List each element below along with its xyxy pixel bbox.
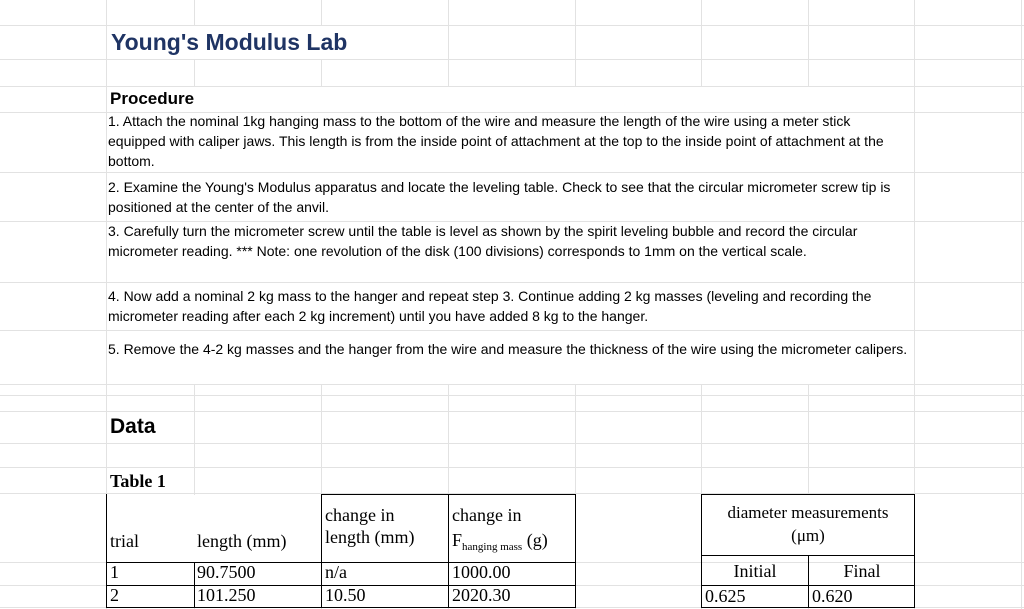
cell-separator [107, 282, 914, 283]
header-length: length (mm) [197, 531, 287, 551]
procedure-step-2: 2. Examine the Young's Modulus apparatus and locate the leveling table. Check to see that the circular micrometer screw tip is positioned at the center of the anvil. [108, 179, 891, 215]
header-trial: trial [110, 531, 139, 551]
procedure-step-1: 1. Attach the nominal 1kg hanging mass to the bottom of the wire and measure the length of the wire using a meter stick equipped with caliper jaws. This length is from the inside point of attachment at the top to the inside point of attachment at the bottom. [108, 113, 884, 169]
header-change-length-line1: change in [325, 505, 395, 525]
cell-change-length: 10.50 [325, 585, 366, 605]
header-change-force-line2 [452, 530, 548, 551]
procedure-step-4: 4. Now add a nominal 2 kg mass to the hanger and repeat step 3. Continue adding 2 kg masses (leveling and recording the micrometer reading after each 2 kg increment) until you have added 8 kg to the hanger. [108, 288, 872, 324]
cell-trial: 2 [110, 585, 119, 605]
table-border [107, 607, 576, 608]
diameter-title: diameter measurements [727, 503, 889, 522]
grid-row-line [0, 59, 1024, 60]
diameter-unit: (μm) [791, 526, 825, 545]
diameter-initial-value: 0.625 [705, 586, 746, 606]
procedure-heading: Procedure [110, 89, 195, 108]
procedure-step-3: 3. Carefully turn the micrometer screw until the table is level as shown by the spirit leveling bubble and record the circular micrometer reading. *** Note: one revolution of the disk (100 divisions) corresponds to 1mm on the vertical scale. [108, 223, 858, 259]
table-title: Table 1 [110, 471, 166, 491]
grid-col-line [1021, 0, 1022, 609]
data-heading: Data [110, 415, 156, 438]
table-border [321, 494, 322, 608]
cell-change-length: n/a [325, 562, 347, 582]
cell-length: 90.7500 [197, 562, 256, 582]
force-subscript: hanging mass [462, 541, 523, 553]
table-border [701, 494, 915, 495]
procedure-step-5: 5. Remove the 4-2 kg masses and the hanger from the wire and measure the thickness of the wire using the micrometer calipers. [108, 341, 908, 357]
diameter-final-label: Final [843, 561, 881, 581]
cell-separator [107, 330, 914, 331]
cell-change-force: 1000.00 [452, 562, 511, 582]
cell-change-force: 2020.30 [452, 585, 511, 605]
table-border [194, 562, 195, 608]
grid-row-line [0, 443, 1024, 444]
grid-row-line [0, 384, 1024, 385]
force-unit: (g) [526, 530, 548, 550]
table-border [914, 494, 915, 608]
table-border [575, 494, 576, 608]
table-border [448, 494, 449, 608]
cell-separator [107, 172, 914, 173]
grid-row-line [0, 395, 1024, 396]
grid-row-line [0, 467, 1024, 468]
cell-trial: 1 [110, 562, 119, 582]
header-change-length-line2: length (mm) [325, 527, 415, 547]
cell-length: 101.250 [197, 585, 256, 605]
header-change-force-line1: change in [452, 505, 522, 525]
force-symbol: F [452, 530, 463, 550]
page-title: Young's Modulus Lab [111, 29, 348, 55]
diameter-initial-label: Initial [733, 561, 777, 581]
diameter-final-value: 0.620 [812, 586, 853, 606]
